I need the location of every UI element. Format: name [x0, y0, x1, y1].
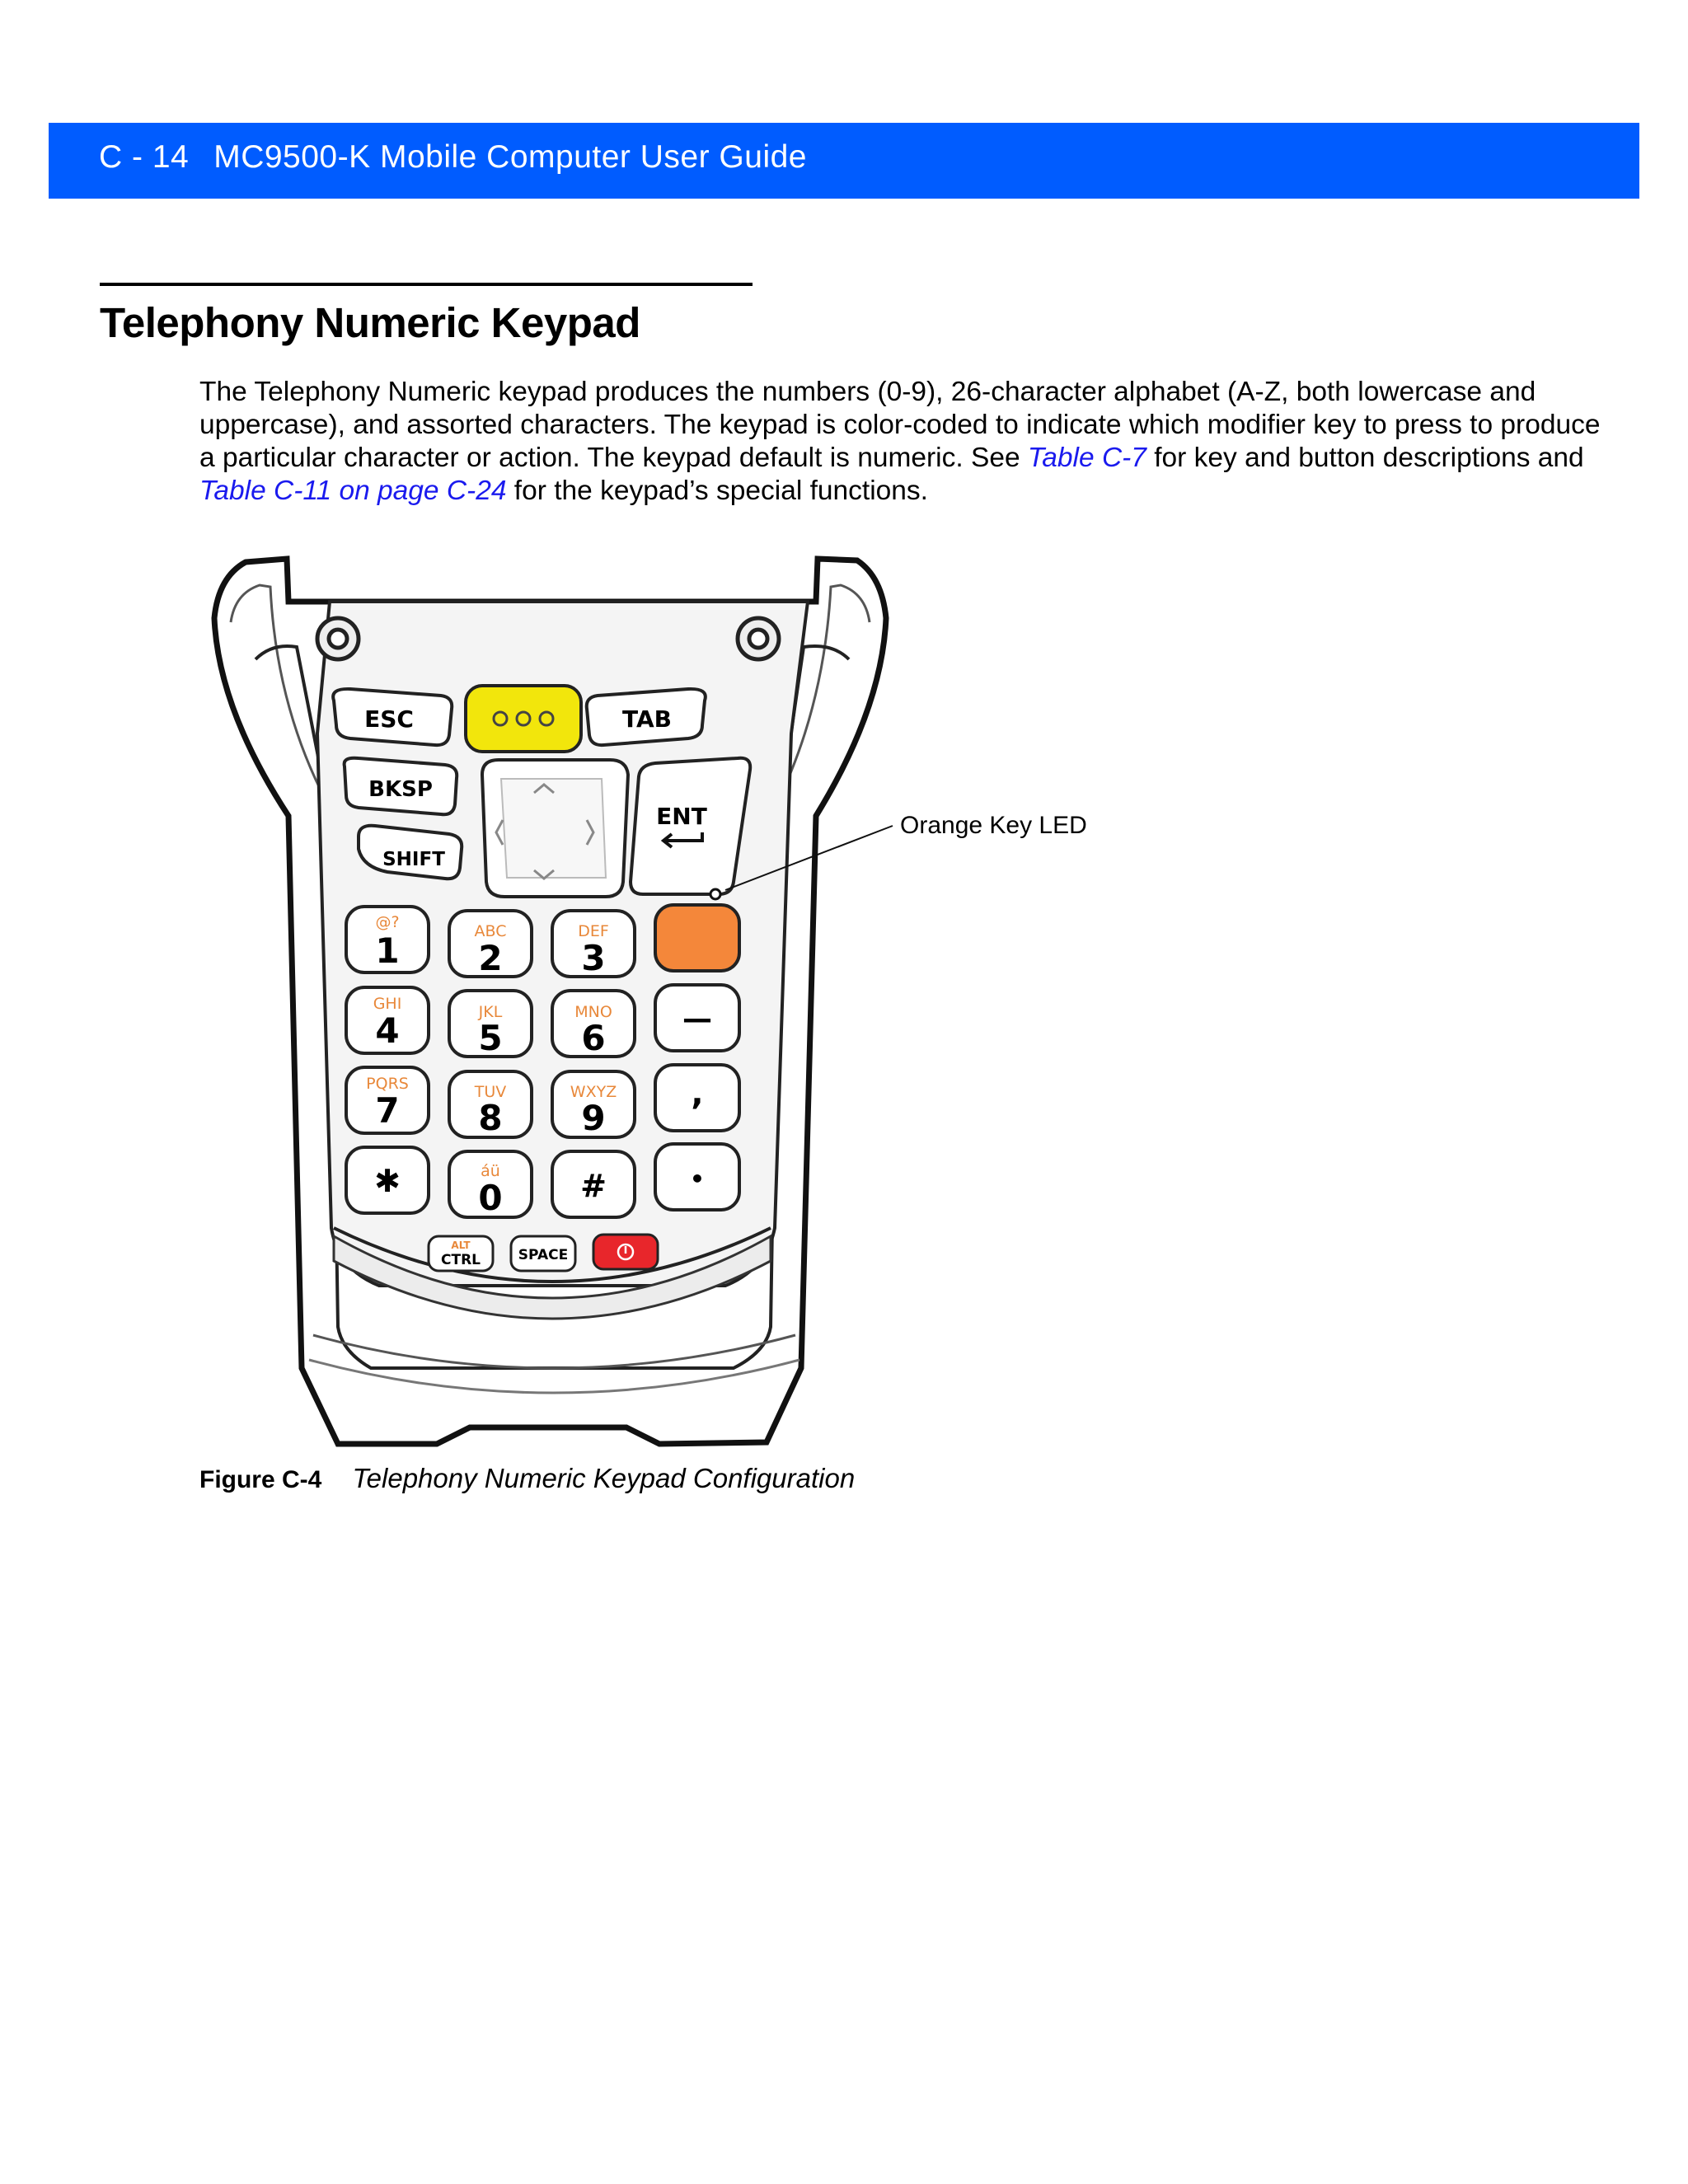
key-3[interactable]: [552, 911, 635, 978]
orange-key-led: [710, 889, 720, 899]
space-key[interactable]: [511, 1236, 575, 1271]
body-paragraph: [199, 376, 1601, 508]
svg-text:ALT: ALT: [451, 1240, 471, 1251]
orange-modifier-key[interactable]: [655, 905, 739, 971]
page-header: [49, 123, 1639, 199]
body-text-1: The Telephony Numeric keypad produces the numbers (0-9), 26-character alphabet (A-Z, both lowercase and uppercase), and assorted characters. The keypad is color-coded to indicate which modifier key to press to produce a particular character or action. The keypad default is numeric. See: [199, 377, 1601, 473]
figure-label: Figure C-4: [199, 1466, 322, 1493]
key-4[interactable]: [346, 987, 429, 1053]
header-text: [99, 139, 807, 176]
dot-key[interactable]: [655, 1144, 739, 1210]
key-9[interactable]: [552, 1071, 635, 1138]
yellow-scan-key[interactable]: [466, 686, 581, 752]
figure-title: Telephony Numeric Keypad Configuration: [352, 1463, 856, 1493]
svg-text:1: 1: [375, 930, 400, 971]
section-title: Telephony Numeric Keypad: [100, 299, 640, 346]
svg-text:GHI: GHI: [373, 995, 402, 1013]
esc-key[interactable]: [333, 689, 452, 745]
hash-key[interactable]: [552, 1151, 635, 1217]
ent-key[interactable]: [631, 758, 750, 894]
bksp-key-label: BKSP: [368, 777, 433, 802]
body-text-2: for key and button descriptions and: [1146, 443, 1584, 473]
svg-text:áü: áü: [481, 1162, 500, 1180]
ent-key-label: ENT: [656, 803, 707, 830]
ctrl-key[interactable]: [429, 1236, 493, 1271]
comma-key[interactable]: [655, 1065, 739, 1131]
page-number: C - 14: [99, 139, 190, 175]
svg-text:9: 9: [581, 1098, 606, 1138]
svg-text:PQRS: PQRS: [366, 1075, 409, 1093]
minus-key[interactable]: [655, 985, 739, 1051]
svg-text:5: 5: [478, 1018, 503, 1058]
key-8[interactable]: [449, 1071, 532, 1138]
svg-text:@?: @?: [375, 913, 400, 931]
keypad-figure: [198, 544, 1187, 1451]
svg-text:6: 6: [581, 1018, 606, 1058]
shift-key-label: SHIFT: [382, 849, 445, 870]
svg-text:MNO: MNO: [574, 1003, 612, 1021]
svg-text:CTRL: CTRL: [441, 1252, 481, 1268]
svg-text:SPACE: SPACE: [518, 1247, 569, 1263]
power-key[interactable]: [593, 1235, 658, 1269]
key-6[interactable]: [552, 991, 635, 1058]
svg-text:2: 2: [478, 938, 503, 978]
key-7[interactable]: [346, 1067, 429, 1133]
esc-key-label: ESC: [364, 705, 414, 733]
svg-text:•: •: [690, 1165, 705, 1193]
svg-text:✱: ✱: [374, 1163, 401, 1199]
bksp-key[interactable]: [345, 758, 457, 815]
svg-text:JKL: JKL: [478, 1003, 503, 1021]
svg-text:4: 4: [375, 1010, 400, 1051]
svg-text:TUV: TUV: [474, 1083, 507, 1101]
svg-text:#: #: [580, 1168, 607, 1204]
table-c11-link[interactable]: Table C-11 on page C-24: [199, 476, 507, 506]
svg-text:0: 0: [478, 1178, 503, 1218]
orange-key-led-callout: Orange Key LED: [900, 812, 1087, 839]
key-1[interactable]: [346, 907, 429, 972]
svg-text:7: 7: [375, 1090, 400, 1131]
guide-title: MC9500-K Mobile Computer User Guide: [213, 139, 807, 175]
table-c7-link[interactable]: Table C-7: [1027, 443, 1146, 473]
key-2[interactable]: [449, 911, 532, 978]
key-5[interactable]: [449, 991, 532, 1058]
tab-key-label: TAB: [622, 705, 672, 733]
svg-text:8: 8: [478, 1098, 503, 1138]
svg-text:,: ,: [691, 1075, 704, 1113]
navigation-pad[interactable]: [482, 760, 628, 897]
svg-text:—: —: [682, 1002, 712, 1036]
body-text-3: for the keypad’s special functions.: [506, 476, 928, 506]
star-key[interactable]: [346, 1147, 429, 1213]
tab-key[interactable]: [587, 689, 706, 745]
section-rule: [100, 283, 753, 286]
key-0[interactable]: [449, 1151, 532, 1218]
keypad-illustration: [198, 544, 1187, 1451]
svg-text:ABC: ABC: [474, 922, 507, 940]
svg-text:3: 3: [581, 938, 606, 978]
svg-text:WXYZ: WXYZ: [570, 1083, 617, 1101]
right-screw: [738, 618, 779, 659]
left-screw: [317, 618, 359, 659]
figure-caption: [199, 1463, 855, 1494]
svg-text:DEF: DEF: [578, 922, 609, 940]
